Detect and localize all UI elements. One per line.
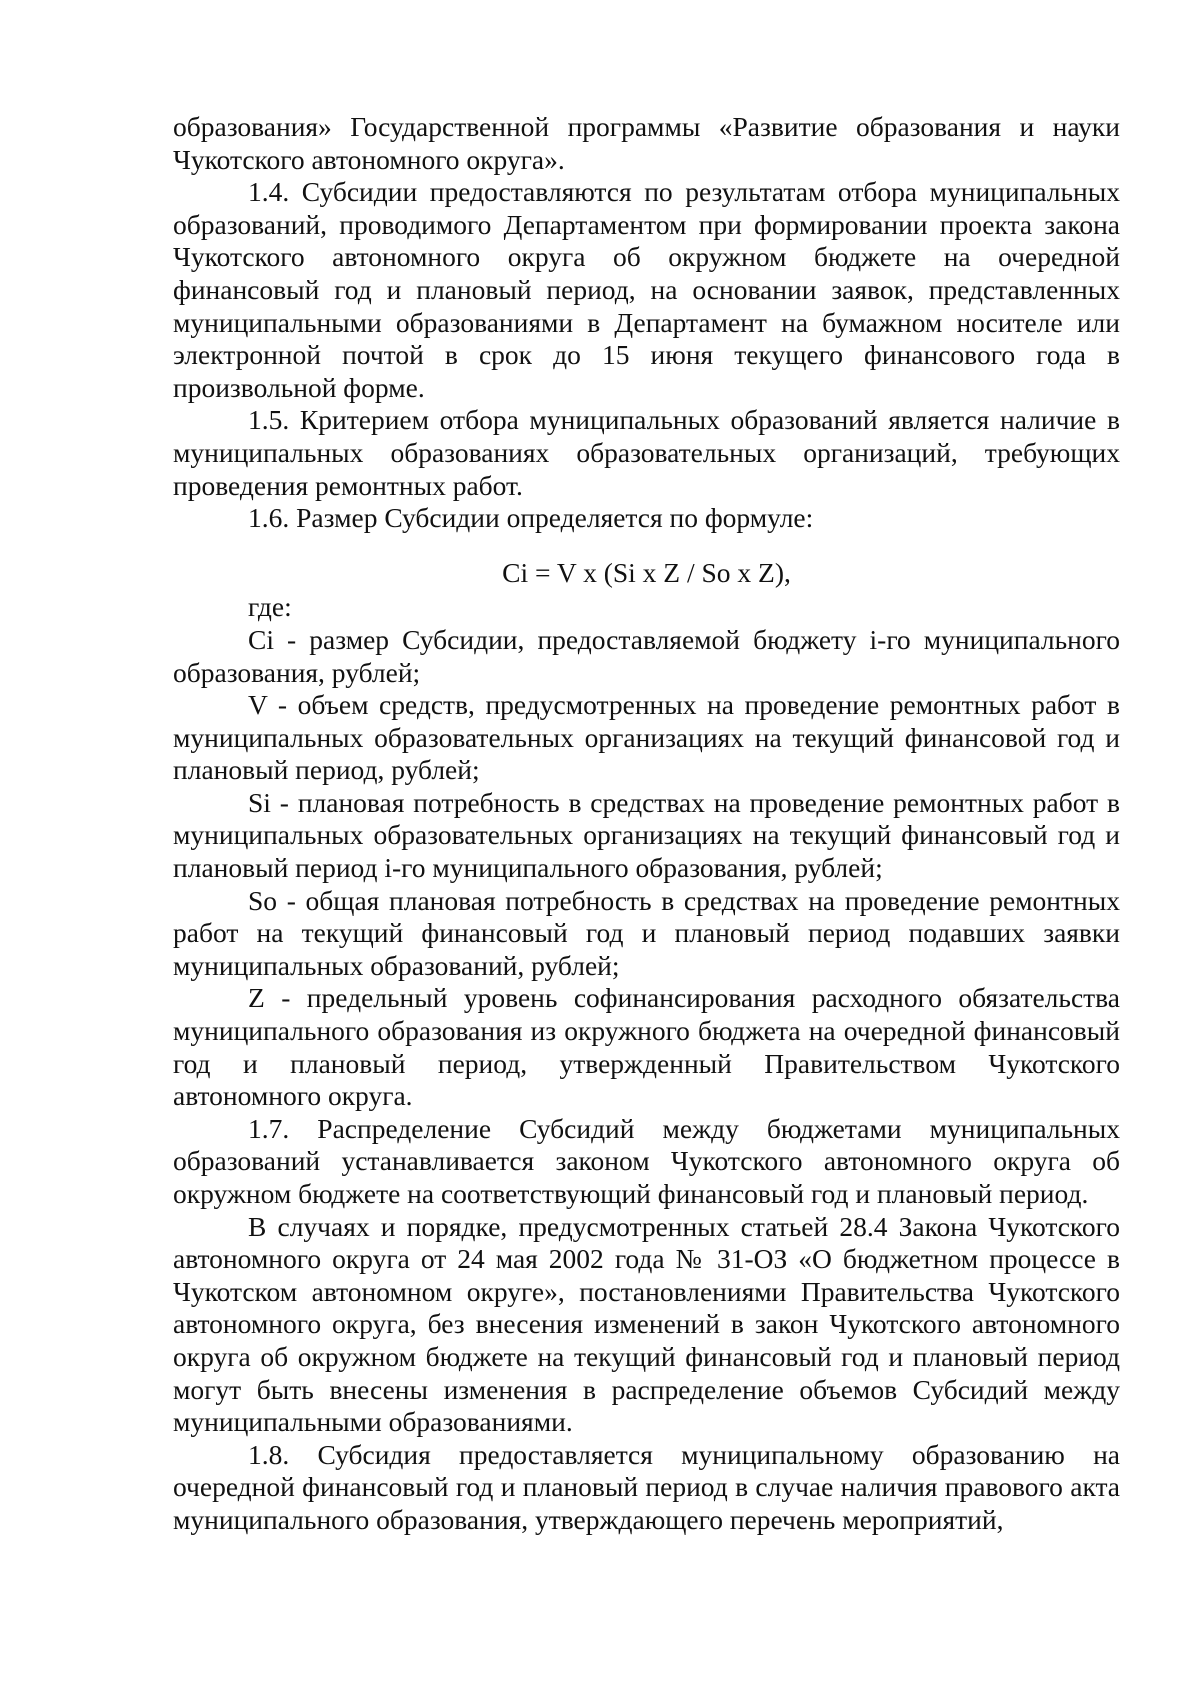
paragraph-1-8: 1.8. Субсидия предоставляется муниципальному образованию на очередной финансовый год и плановый период в случае наличия правового акта муниципального образования, утверждающего перечень мероприятий, (173, 1438, 1120, 1535)
document-page (173, 111, 1120, 1537)
paragraph-1-6: 1.6. Размер Субсидии определяется по формуле: (248, 502, 814, 534)
paragraph-redistribution: В случаях и порядке, предусмотренных статьей 28.4 Закона Чукотского автономного округа от 24 мая 2002 года № 31-ОЗ «О бюджетном процессе в Чукотском автономном округе», постановлениями Правительства Чукотского автономного округа, без внесения изменений в закон Чукотского автономного округа об окружном бюджете на текущий финансовый год и плановый период могут быть внесены изменения в распределение объемов Субсидий между муниципальными образованиями. (173, 1210, 1120, 1438)
definition-z: Z - предельный уровень софинансирования расходного обязательства муниципального образования из окружного бюджета на очередной финансовый год и плановый период, утвержденный Правительством Чукотского автономного округа. (173, 982, 1120, 1112)
paragraph-1-5: 1.5. Критерием отбора муниципальных образований является наличие в муниципальных образованиях образовательных организаций, требующих проведения ремонтных работ. (173, 404, 1120, 501)
definition-v: V - объем средств, предусмотренных на проведение ремонтных работ в муниципальных образовательных организациях на текущий финансовой год и плановый период, рублей; (173, 689, 1120, 786)
definition-ci: Ci - размер Субсидии, предоставляемой бюджету i-го муниципального образования, рублей; (173, 623, 1120, 688)
subsidy-formula: Ci = V x (Si x Z / So x Z), (502, 556, 791, 588)
paragraph-1-7: 1.7. Распределение Субсидий между бюджетами муниципальных образований устанавливается законом Чукотского автономного округа об окружном бюджете на соответствующий финансовый год и плановый период. (173, 1112, 1120, 1209)
definition-so: So - общая плановая потребность в средствах на проведение ремонтных работ на текущий финансовый год и плановый период подавших заявки муниципальных образований, рублей; (173, 884, 1120, 981)
definition-si: Si - плановая потребность в средствах на проведение ремонтных работ в муниципальных образовательных организациях на текущий финансовый год и плановый период i-го муниципального образования, рублей; (173, 786, 1120, 884)
formula-where-label: где: (248, 591, 292, 623)
paragraph-1-4: 1.4. Субсидии предоставляются по результатам отбора муниципальных образований, проводимого Департаментом при формировании проекта закона Чукотского автономного округа об окружном бюджете на очередной финансовый год и плановый период, на основании заявок, представленных муниципальными образованиями в Департамент на бумажном носителе или электронной почтой в срок до 15 июня текущего финансового года в произвольной форме. (173, 176, 1120, 403)
paragraph-continuation: образования» Государственной программы «Развитие образования и науки Чукотского автономного округа». (173, 111, 1120, 175)
